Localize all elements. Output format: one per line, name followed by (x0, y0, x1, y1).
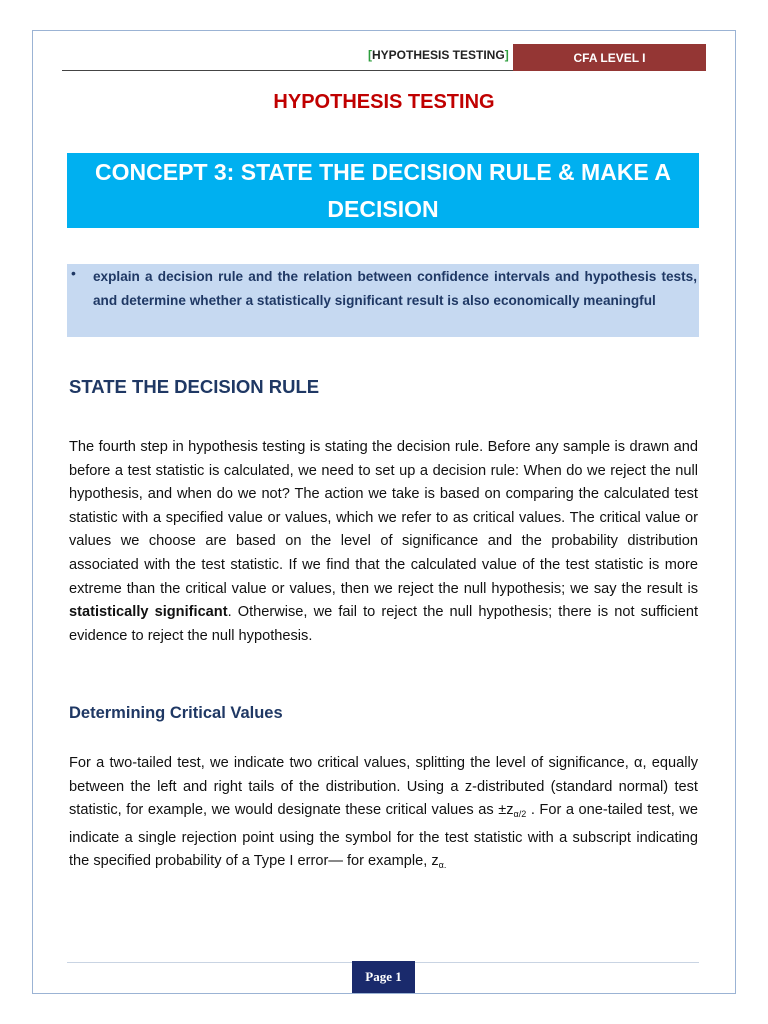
learning-objective (67, 264, 699, 337)
page-number: Page 1 (352, 961, 415, 993)
bullet-icon: • (71, 265, 76, 281)
learning-objective-text: explain a decision rule and the relation between confidence intervals and hypothesis tests, and determine whether a statistically significant result is also economically meaningful (93, 269, 697, 308)
header-divider (62, 70, 513, 71)
section-heading: STATE THE DECISION RULE (69, 376, 320, 397)
bold-term: statistically significant (69, 604, 228, 621)
subsection-heading: Determining Critical Values (69, 704, 283, 722)
paragraph-critical-values: For a two-tailed test, we indicate two critical values, splitting the level of significance, α, equally between the left and right tails of the distribution. Using a z-distributed (standard normal) test statistic, for example, we would designate these critical values as $\pm z_{\alpha/2}$ . For a one-tailed test, we indicate a single rejection point using the symbol for the test statistic with a subscript indicating the specified probability of a Type I error— for example, $z_{\alpha.}$ (69, 755, 698, 871)
concept-banner: CONCEPT 3: STATE THE DECISION RULE & MAKE A DECISION (67, 153, 699, 228)
paragraph-decision-rule: The fourth step in hypothesis testing is stating the decision rule. Before any sample is drawn and before a test statistic is calculated, we need to set up a decision rule: When do we reject the null hypothesis, and when do we not? The action we take is based on comparing the calculated test statistic with a specified value or values, which we refer to as critical values. The critical value or values we choose are based on the level of significance and the probability distribution associated with the test statistic. If we find that the calculated value of the test statistic is more extreme than the critical value or values, then we reject the null hypothesis; we say the result is statistically significant. Otherwise, we fail to reject the null hypothesis; there is not sufficient evidence to reject the null hypothesis. (69, 439, 698, 644)
document-title: HYPOTHESIS TESTING (273, 91, 495, 113)
subscript-alpha: α. (438, 860, 447, 871)
subscript-alpha-half: α/2 (513, 809, 527, 820)
header-section-text: HYPOTHESIS TESTING (372, 48, 505, 62)
header-section-label: [HYPOTHESIS TESTING] (368, 48, 509, 62)
level-badge: CFA LEVEL I (513, 44, 706, 71)
